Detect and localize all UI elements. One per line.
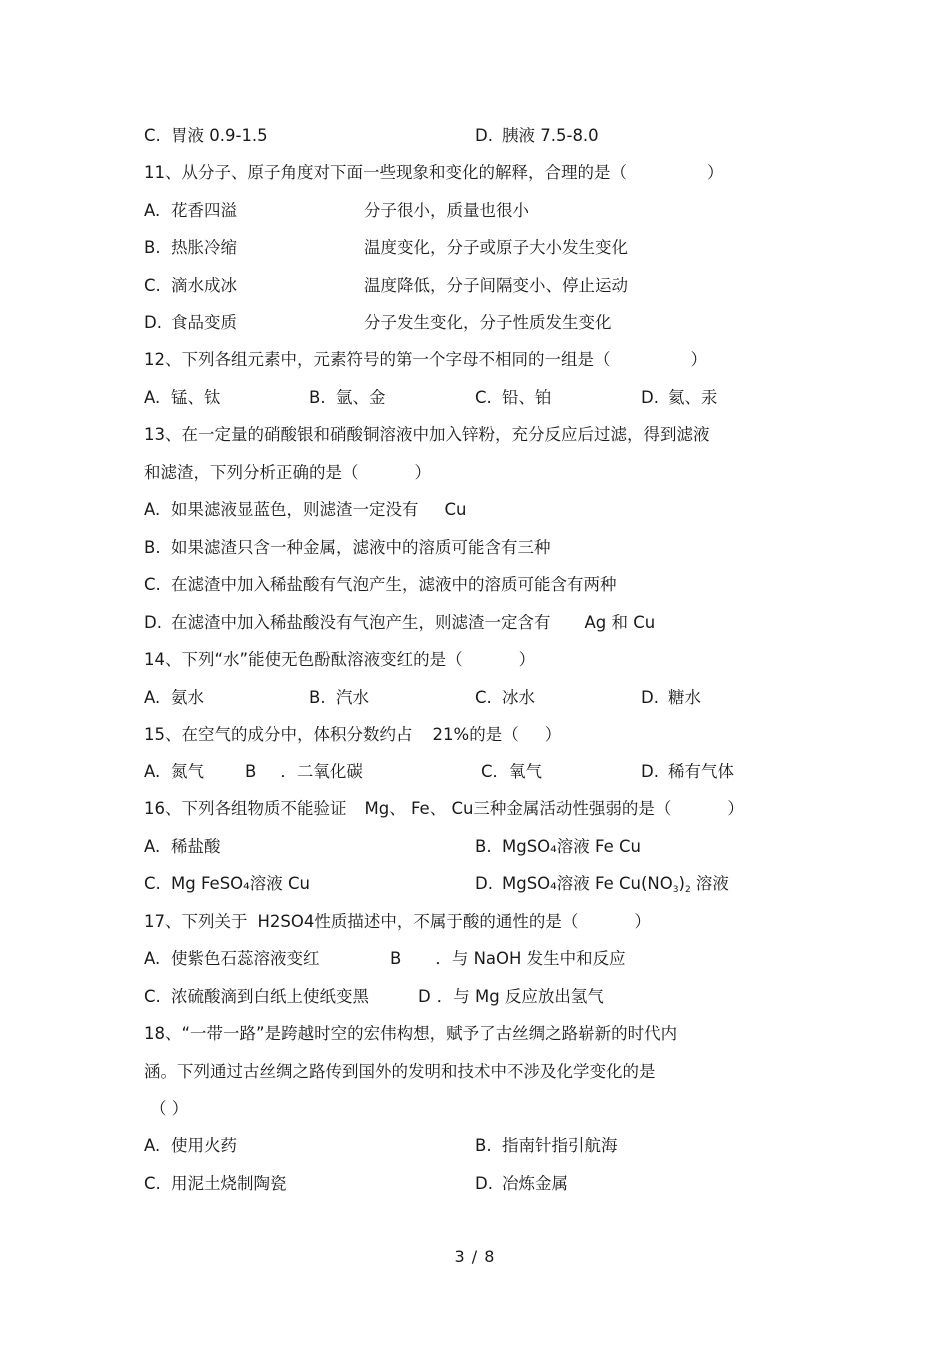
q16-option-d: D. MgSO₄溶液 Fe Cu(NO3)2 溶液 [475,874,729,895]
q15-option-c: C．氧气 [481,762,543,781]
q10-option-c: C. 胃液 0.9-1.5 [144,126,268,145]
q17-stem: 17、下列关于 H2SO4性质描述中，不属于酸的通性的是（ ） [144,912,651,931]
q12-stem: 12、下列各组元素中，元素符号的第一个字母不相同的一组是（ ） [144,350,707,369]
q15-option-b: B ．二氧化碳 [245,762,363,781]
q18-stem-line2: 涵。下列通过古丝绸之路传到国外的发明和技术中不涉及化学变化的是 [144,1062,656,1081]
q14-option-b: B. 汽水 [309,688,369,707]
q13-option-d: D. 在滤渣中加入稀盐酸没有气泡产生，则滤渣一定含有 Ag 和 Cu [144,613,656,632]
q13-option-c: C. 在滤渣中加入稀盐酸有气泡产生，滤液中的溶质可能含有两种 [144,575,617,594]
q17-option-b: B ．与 NaOH 发生中和反应 [390,949,626,968]
q17-option-c: C. 浓硫酸滴到白纸上使纸变黑 [144,987,369,1006]
q15-option-d: D. 稀有气体 [641,762,734,781]
q13-option-a: A. 如果滤液显蓝色，则滤渣一定没有 Cu [144,500,467,519]
q17-option-d: D ．与 Mg 反应放出氢气 [418,987,604,1006]
q15-stem: 15、在空气的成分中，体积分数约占 21%的是（ ） [144,725,562,744]
q18-option-a: A. 使用火药 [144,1136,237,1155]
q14-option-c: C. 冰水 [475,688,535,707]
q16-option-c: C. Mg FeSO₄溶液 Cu [144,874,310,893]
q16-option-b: B. MgSO₄溶液 Fe Cu [475,837,641,856]
q13-stem-line1: 13、在一定量的硝酸银和硝酸铜溶液中加入锌粉，充分反应后过滤，得到滤液 [144,425,710,444]
q17-option-a: A. 使紫色石蕊溶液变红 [144,949,320,968]
q16-option-a: A. 稀盐酸 [144,837,221,856]
q18-answer-paren: （ ） [150,1099,189,1118]
q16-stem: 16、下列各组物质不能验证 Mg、 Fe、 Cu三种金属活动性强弱的是（ ） [144,799,744,818]
q18-option-b: B. 指南针指引航海 [475,1136,618,1155]
q18-option-d: D. 冶炼金属 [475,1174,568,1193]
q13-option-b: B. 如果滤渣只含一种金属，滤液中的溶质可能含有三种 [144,538,551,557]
q13-stem-line2: 和滤渣，下列分析正确的是（ ） [144,463,431,482]
q10-option-d: D. 胰液 7.5-8.0 [475,126,599,145]
q11-stem: 11、从分子、原子角度对下面一些现象和变化的解释，合理的是（ ） [144,163,724,182]
q18-stem-line1: 18、“一带一路”是跨越时空的宏伟构想，赋予了古丝绸之路崭新的时代内 [144,1024,678,1043]
q12-option-a: A. 锰、钛 [144,388,221,407]
q14-stem: 14、下列“水”能使无色酚酞溶液变红的是（ ） [144,650,536,669]
q12-option-b: B. 氩、金 [309,388,386,407]
q14-option-d: D. 糖水 [641,688,701,707]
q18-option-c: C. 用泥土烧制陶瓷 [144,1174,287,1193]
page-number: 3 / 8 [454,1247,496,1266]
q12-option-c: C. 铅、铂 [475,388,552,407]
q12-option-d: D. 氦、汞 [641,388,718,407]
q15-option-a: A. 氮气 [144,762,204,781]
exam-page: C. 胃液 0.9-1.5 D. 胰液 7.5-8.0 11、从分子、原子角度对下面一些现象和变化的解释，合理的是（ ） A. 花香四溢 分子很小，质量也很小 B. 热胀冷缩 温度变化，分子或原子大小发生变化 C. 滴水成冰 温度降低，分子间隔变小、停止运动 D. 食品变质 分子发生变化，分子性质发生变化 12、下列各组元素中，元素符号的第一个字母不相同的一组是（ ） A. 锰、钛 B. 氩、金 C. 铅、铂 D. 氦、汞 13、在一定量的硝酸银和硝酸铜溶液中加入锌粉，充分反应后过滤，得到滤液 和滤渣，下列分析正确的是（ ） A. 如果滤液显蓝色，则滤渣一定没有 Cu B. 如果滤渣只含一种金属，滤液中的溶质可能含有三种 C. 在滤渣中加入稀盐酸有气泡产生，滤液中的溶质可能含有两种 D. 在滤渣中加入稀盐酸没有气泡产生，则滤渣一定含有 Ag 和 Cu 14、下列“水”能使无色酚酞溶液变红的是（ ） A. 氨水 B. 汽水 C. 冰水 D. 糖水 15、在空气的成分中，体积分数约占 21%的是（ ） A. 氮气 B ．二氧化碳 C．氧气 D. 稀有气体 16、下列各组物质不能验证 Mg、 Fe、 Cu三种金属活动性强弱的是（ ） A. 稀盐酸 B. MgSO₄溶液 Fe Cu C. Mg FeSO₄溶液 Cu D. MgSO₄溶液 Fe Cu(NO3)2 溶液 17、下列关于 H2SO4性质描述中，不属于酸的通性的是（ ） A. 使紫色石蕊溶液变红 B ．与 NaOH 发生中和反应 C. 浓硫酸滴到白纸上使纸变黑 D ．与 Mg 反应放出氢气 18、“一带一路”是跨越时空的宏伟构想，赋予了古丝绸之路崭新的时代内 涵。下列通过古丝绸之路传到国外的发明和技术中不涉及化学变化的是 （ ） A. 使用火药 B. 指南针指引航海 C. 用泥土烧制陶瓷 D. 冶炼金属 3 / 8 [0,0,950,1345]
q14-option-a: A. 氨水 [144,688,204,707]
